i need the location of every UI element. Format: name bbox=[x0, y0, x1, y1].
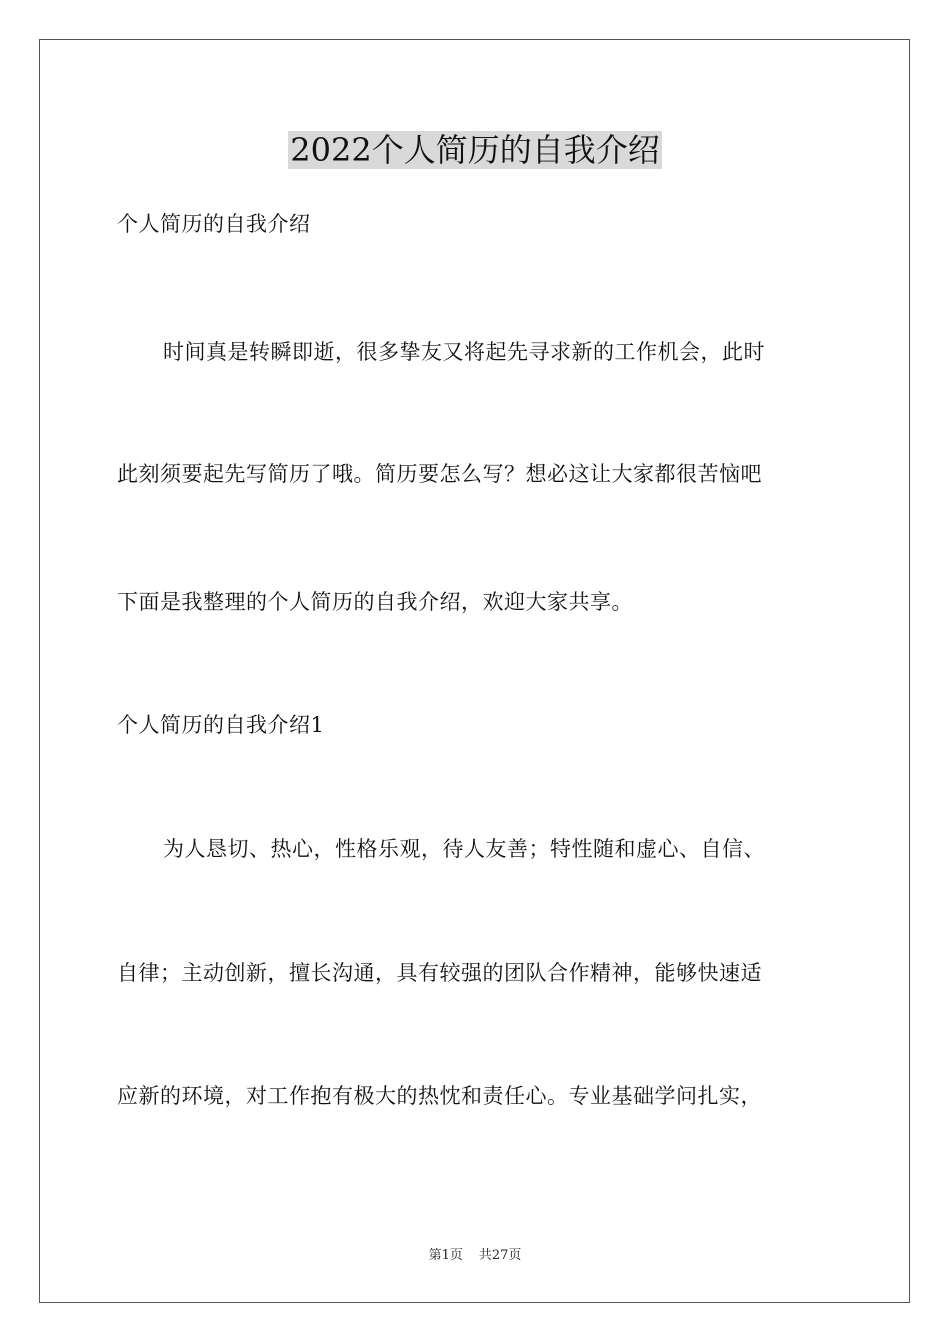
intro-paragraph-line-1: 时间真是转瞬即逝，很多挚友又将起先寻求新的工作机会，此时 bbox=[163, 340, 765, 364]
page-footer bbox=[0, 1247, 950, 1265]
document-title-text: 2022个人简历的自我介绍 bbox=[290, 131, 660, 169]
page-number: 第1页 bbox=[428, 1248, 463, 1263]
intro-paragraph-line-2: 此刻须要起先写简历了哦。简历要怎么写？想必这让大家都很苦恼吧 bbox=[117, 462, 762, 486]
document-title bbox=[0, 128, 950, 172]
document-subtitle: 个人简历的自我介绍 bbox=[117, 212, 311, 236]
section-paragraph-line-2: 自律；主动创新，擅长沟通，具有较强的团队合作精神，能够快速适 bbox=[117, 961, 762, 985]
page-total: 共27页 bbox=[478, 1248, 522, 1263]
section-paragraph-line-3: 应新的环境，对工作抱有极大的热忱和责任心。专业基础学问扎实， bbox=[117, 1084, 762, 1108]
intro-paragraph-line-3: 下面是我整理的个人简历的自我介绍，欢迎大家共享。 bbox=[117, 590, 633, 614]
section-heading: 个人简历的自我介绍1 bbox=[117, 713, 325, 737]
section-paragraph-line-1: 为人恳切、热心，性格乐观，待人友善；特性随和虚心、自信、 bbox=[163, 837, 765, 861]
